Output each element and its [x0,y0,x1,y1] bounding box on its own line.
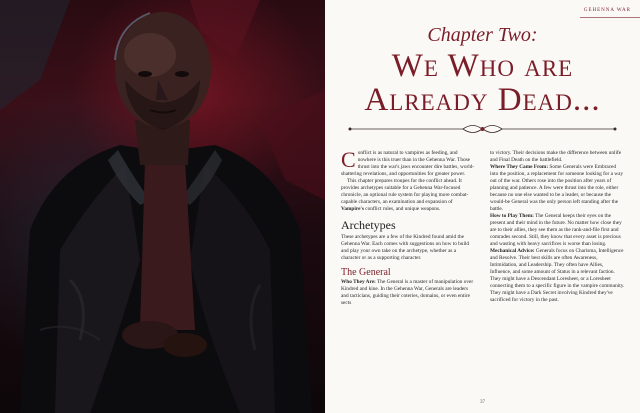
intro-text-bold: Vampire's [341,206,364,212]
intro-paragraph-2 [341,178,476,213]
archetypes-heading: Archetypes [341,218,396,232]
intro-text-2a: This chapter prepares troupes for the conflict ahead. It provides archetypes suitable for a Gehenna War-focused chronicle, an optional rule system for playing more combat-capable characters, an examination and expansion of [341,178,469,205]
advice-paragraph [490,248,625,304]
advice-label: Mechanical Advice: [490,248,535,254]
archetypes-paragraph: These archetypes are a few of the Kindred found amid the Gehenna War. Each comes with suggestions on how to build and play your own take on the archetype, whether as a character or as a supporting character. [341,234,470,261]
text-page [325,0,640,413]
who-they-are-text: The General is a master of manipulation over Kindred and kine. In the Gehenna War, Generals are leaders and tacticians, guiding their coteries, domains, or even entire sects [341,279,474,306]
running-head: GEHENNA WAR [583,8,631,13]
how-text: The General keeps their eyes on the present and their mind in the future. No matter how close they are to their allies, they see them as the rank-and-file first and comrades second. Still, they know that every asset is precious and wasting with heavy sacrifices is worse than losing. [490,213,622,247]
where-paragraph [490,164,625,213]
advice-text: Generals focus on Charisma, Intelligence and Resolve. Their best skills are often Awareness, Intimidation, and Leadership. They often have Allies, Influence, and some amount of Status in a relevant faction. They might have a Descendant Loresheet, or a Loresheet connecting them to a specific figure in the vampire community. They might have a Dark Secret involving Kindred they've sacrificed for victory in the past. [490,248,625,303]
text-column-right [490,150,625,304]
general-heading: The General [341,267,391,278]
page-number: 37 [480,400,485,405]
continuation-paragraph: to victory. Their decisions make the difference between unlife and Final Death on the battlefield. [490,150,622,163]
where-label: Where They Came From: [490,164,549,170]
intro-text-2b: conflict rules, and unique weapons. [363,206,441,212]
how-paragraph [490,213,625,248]
running-head-rule [580,17,640,18]
who-they-are-label: Who They Are: [341,279,376,285]
where-text: Some Generals were Embraced into the position, a replacement for someone looking for a way out of the war. Others rose into the position after years of planning and patience. A few were thrust into the role, either because no one else wanted to be a leader, or because the would-be General was the only person left standing after the battle. [490,164,624,212]
text-column-left [341,147,476,307]
intro-text: onflict is as natural to vampires as feeding, and nowhere is this truer than in the Gehenna War. Those thrust into the war's jaws encounter dire battles, world-shattering revelations, and opportunities for greater power. [341,150,475,177]
title-ornament-divider [345,121,620,137]
how-label: How to Play Them: [490,213,534,219]
who-they-are-paragraph [341,279,476,307]
intro-paragraph [341,147,476,178]
chapter-title-line-2: Already Dead... [364,82,601,118]
drop-cap: C [341,147,356,172]
chapter-label: Chapter Two: [427,24,538,46]
chapter-title-line-1: We Who are [391,48,574,84]
